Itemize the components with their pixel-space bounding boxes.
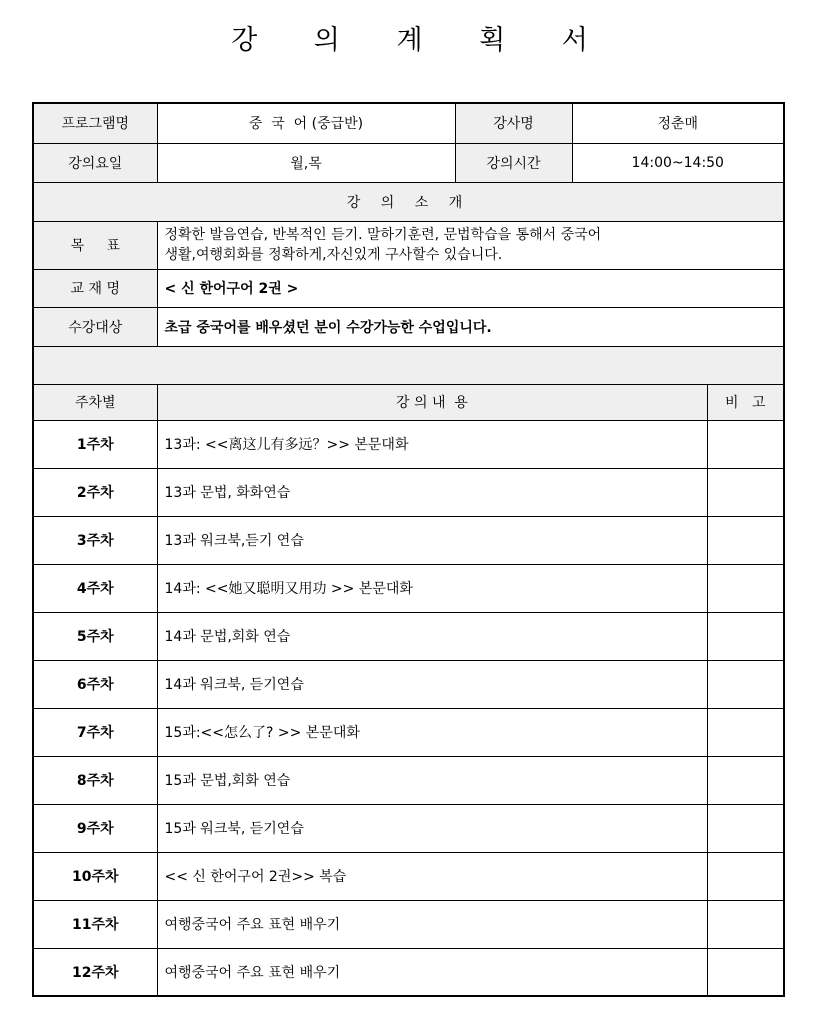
table-row bbox=[33, 420, 784, 468]
target-label: 수강대상 bbox=[33, 307, 157, 346]
instructor-label: 강사명 bbox=[455, 103, 572, 143]
goal-label: 목 표 bbox=[33, 221, 157, 269]
textbook-row bbox=[33, 269, 784, 307]
schedule-body bbox=[33, 420, 784, 996]
table-row bbox=[33, 516, 784, 564]
week-cell: 7주차 bbox=[33, 708, 157, 756]
textbook-label: 교 재 명 bbox=[33, 269, 157, 307]
goal-line-2: 생활,여행회화를 정확하게,자신있게 구사할수 있습니다. bbox=[164, 247, 503, 263]
note-cell bbox=[707, 708, 784, 756]
note-cell bbox=[707, 612, 784, 660]
table-row bbox=[33, 756, 784, 804]
days-value: 월,목 bbox=[157, 143, 455, 182]
table-row bbox=[33, 564, 784, 612]
time-label: 강의시간 bbox=[455, 143, 572, 182]
week-cell: 9주차 bbox=[33, 804, 157, 852]
note-cell bbox=[707, 564, 784, 612]
table-row bbox=[33, 948, 784, 996]
note-cell bbox=[707, 660, 784, 708]
schedule-header-row bbox=[33, 384, 784, 420]
table-row bbox=[33, 612, 784, 660]
week-cell: 11주차 bbox=[33, 900, 157, 948]
content-cell: 15과:<<怎么了? >> 본문대화 bbox=[157, 708, 707, 756]
textbook-value: < 신 한어구어 2권 > bbox=[157, 269, 784, 307]
time-value: 14:00~14:50 bbox=[572, 143, 784, 182]
content-cell: 13과: <<离这儿有多远？>> 본문대화 bbox=[157, 420, 707, 468]
week-cell: 10주차 bbox=[33, 852, 157, 900]
content-cell: 15과 워크북, 듣기연습 bbox=[157, 804, 707, 852]
note-cell bbox=[707, 516, 784, 564]
note-header: 비 고 bbox=[707, 384, 784, 420]
goal-line-1: 정확한 발음연습, 반복적인 듣기. 말하기훈련, 문법학습을 통해서 중국어 bbox=[164, 227, 602, 243]
target-row bbox=[33, 307, 784, 346]
week-cell: 1주차 bbox=[33, 420, 157, 468]
content-cell: 13과 문법, 화화연습 bbox=[157, 468, 707, 516]
note-cell bbox=[707, 948, 784, 996]
note-cell bbox=[707, 900, 784, 948]
table-row bbox=[33, 852, 784, 900]
week-cell: 8주차 bbox=[33, 756, 157, 804]
target-value: 초급 중국어를 배우셨던 분이 수강가능한 수업입니다. bbox=[157, 307, 784, 346]
note-cell bbox=[707, 420, 784, 468]
lecture-plan-table bbox=[32, 102, 785, 997]
content-cell: 13과 워크북,듣기 연습 bbox=[157, 516, 707, 564]
note-cell bbox=[707, 852, 784, 900]
content-cell: 14과: <<她又聪明又用功 >> 본문대화 bbox=[157, 564, 707, 612]
content-cell: 14과 워크북, 듣기연습 bbox=[157, 660, 707, 708]
table-row bbox=[33, 900, 784, 948]
instructor-value: 정춘매 bbox=[572, 103, 784, 143]
schedule-info-row bbox=[33, 143, 784, 182]
week-cell: 5주차 bbox=[33, 612, 157, 660]
week-cell: 6주차 bbox=[33, 660, 157, 708]
blank-row bbox=[33, 346, 784, 384]
table-row bbox=[33, 660, 784, 708]
program-value: 중 국 어 (중급반) bbox=[157, 103, 455, 143]
table-row bbox=[33, 708, 784, 756]
note-cell bbox=[707, 468, 784, 516]
table-row bbox=[33, 468, 784, 516]
content-cell: 15과 문법,회화 연습 bbox=[157, 756, 707, 804]
goal-text bbox=[157, 221, 784, 269]
days-label: 강의요일 bbox=[33, 143, 157, 182]
document-title: 강 의 계 획 서 bbox=[231, 25, 612, 56]
blank-separator bbox=[33, 346, 784, 384]
week-cell: 12주차 bbox=[33, 948, 157, 996]
week-cell: 3주차 bbox=[33, 516, 157, 564]
content-cell: 여행중국어 주요 표현 배우기 bbox=[157, 948, 707, 996]
content-cell: 여행중국어 주요 표현 배우기 bbox=[157, 900, 707, 948]
note-cell bbox=[707, 756, 784, 804]
note-cell bbox=[707, 804, 784, 852]
program-label: 프로그램명 bbox=[33, 103, 157, 143]
intro-heading-row bbox=[33, 182, 784, 221]
goal-row bbox=[33, 221, 784, 269]
table-row bbox=[33, 804, 784, 852]
content-cell: << 신 한어구어 2권>> 복습 bbox=[157, 852, 707, 900]
content-cell: 14과 문법,회화 연습 bbox=[157, 612, 707, 660]
week-cell: 2주차 bbox=[33, 468, 157, 516]
week-header: 주차별 bbox=[33, 384, 157, 420]
content-header: 강 의 내 용 bbox=[157, 384, 707, 420]
intro-heading: 강 의 소 개 bbox=[33, 182, 784, 221]
week-cell: 4주차 bbox=[33, 564, 157, 612]
program-row bbox=[33, 103, 784, 143]
